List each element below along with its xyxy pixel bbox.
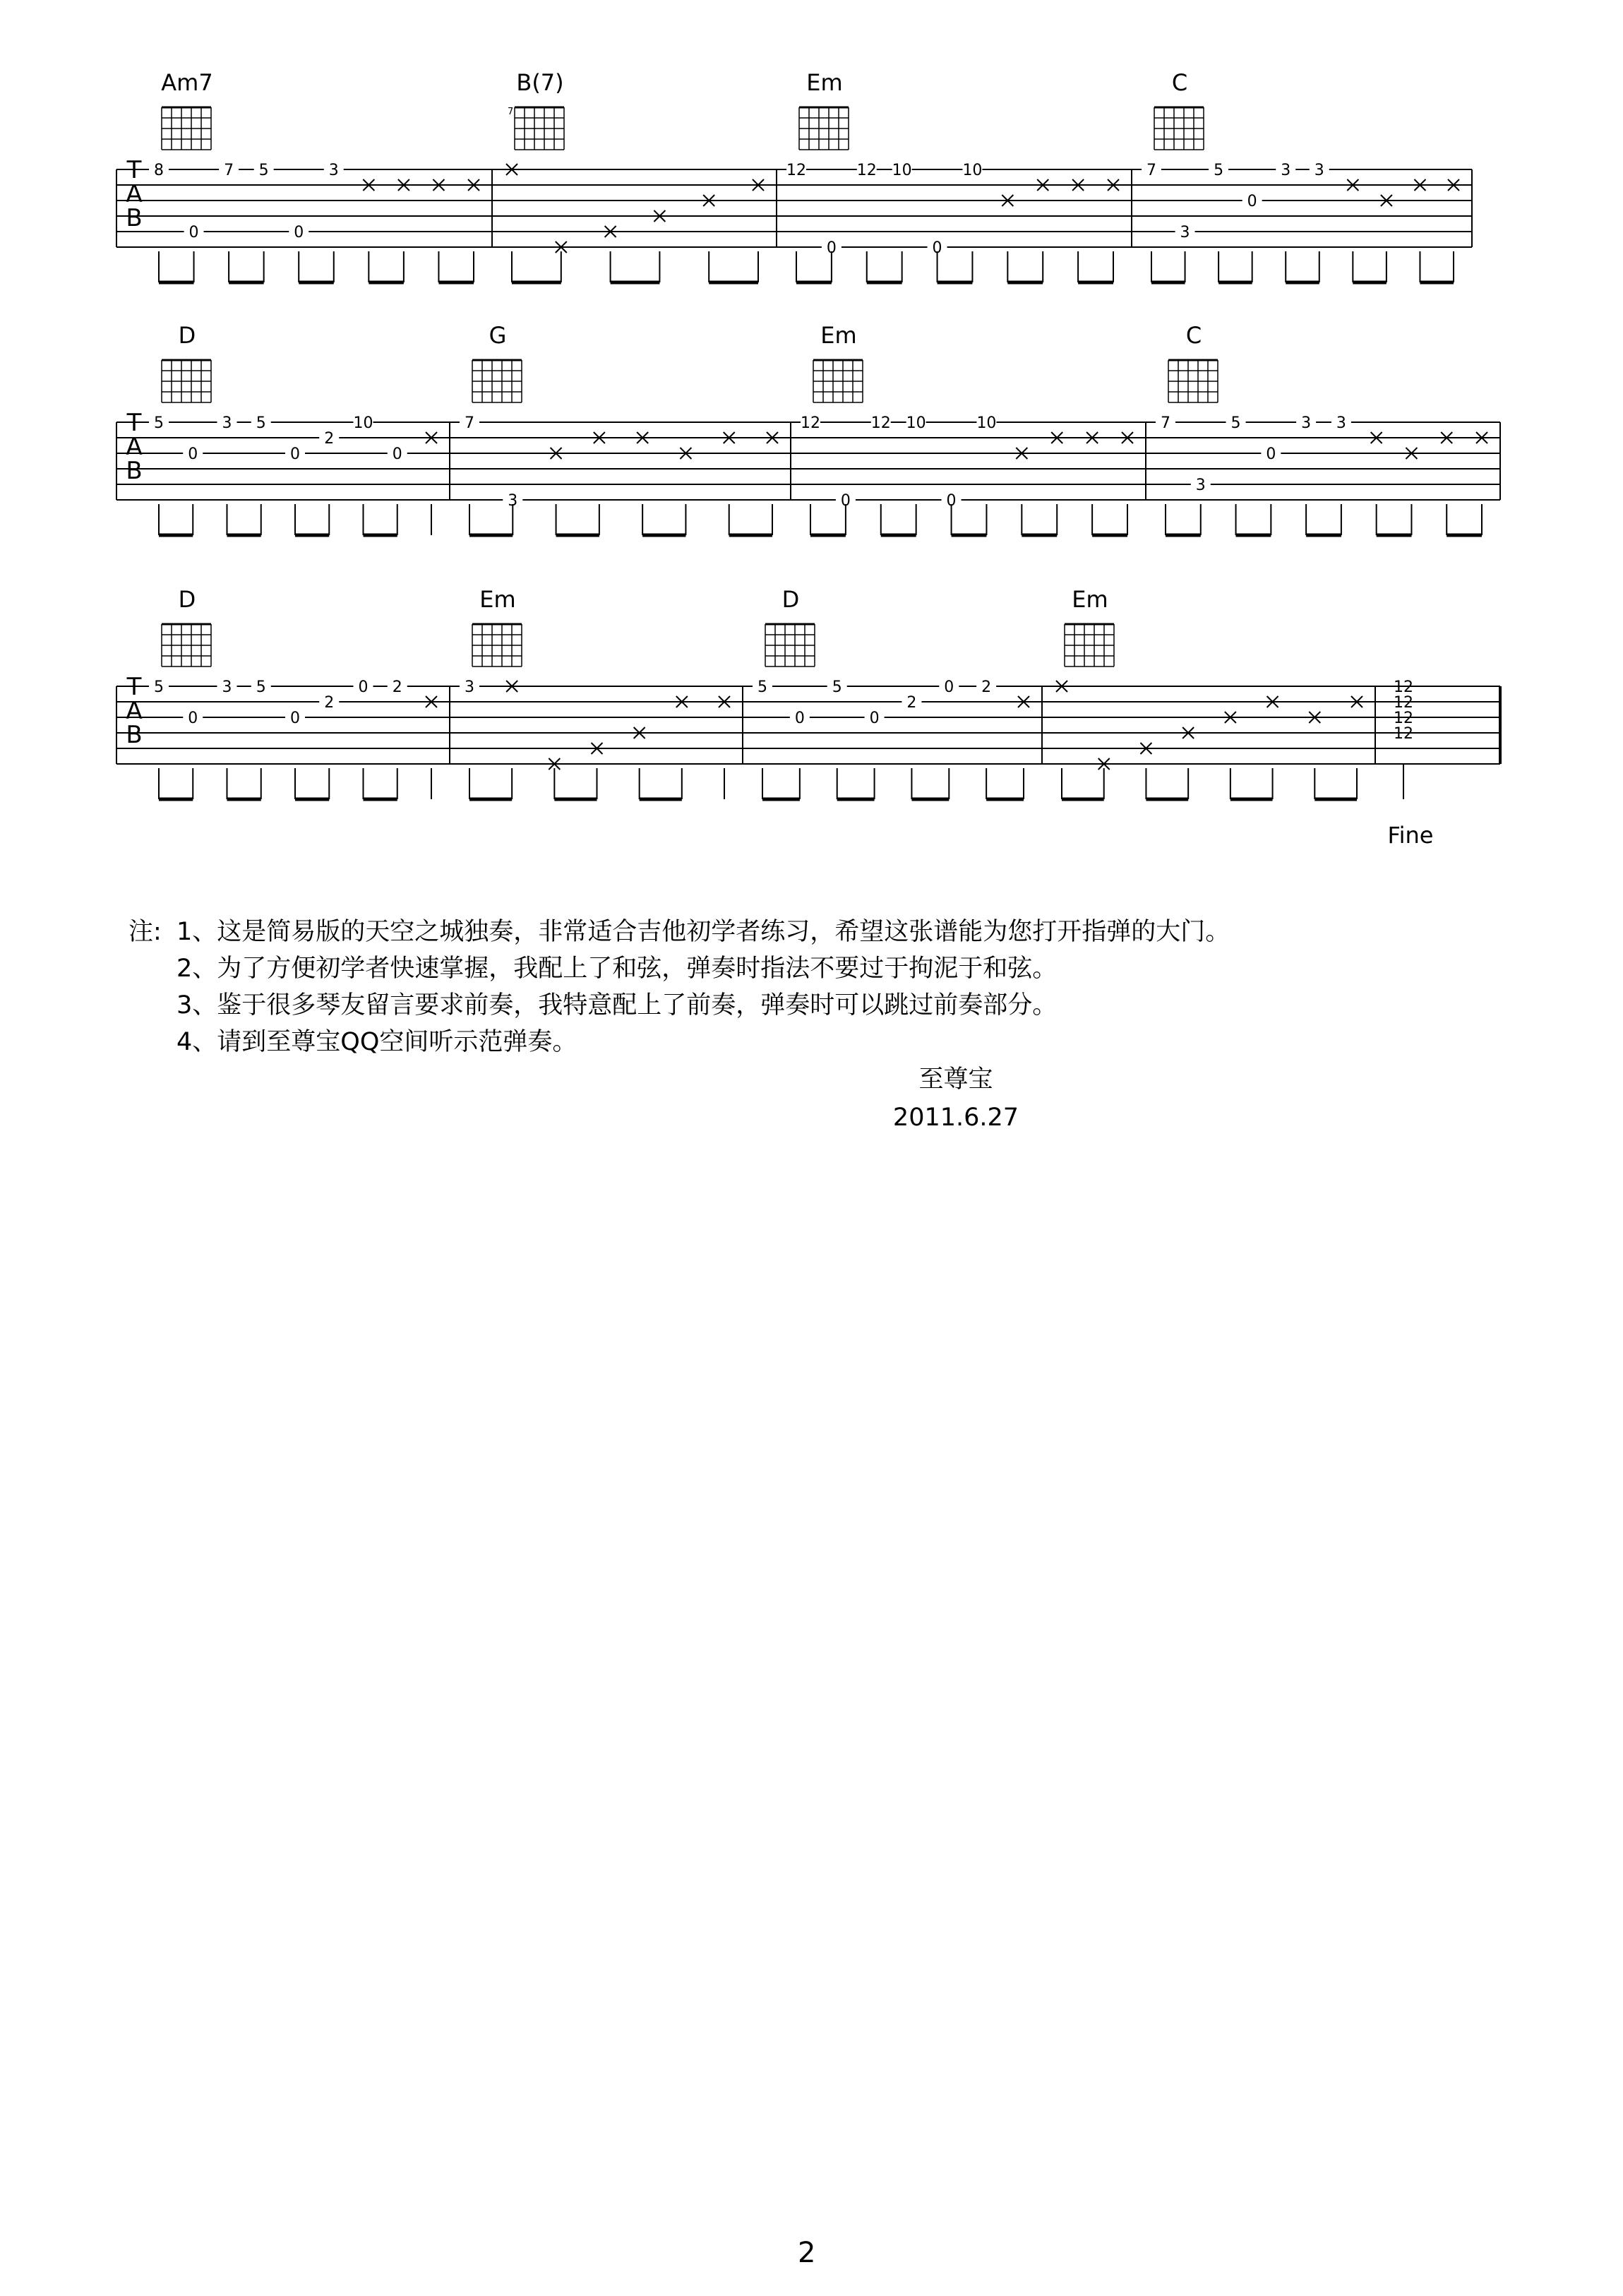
fret-number: 7 xyxy=(224,162,234,179)
note-item-4: 4、请到至尊宝QQ空间听示范弹奏。 xyxy=(176,1028,577,1056)
fret-number: 2 xyxy=(981,678,992,696)
fret-number: 0 xyxy=(944,678,954,696)
chord-diagram xyxy=(813,360,863,402)
tab-system xyxy=(116,322,1500,535)
fret-number: 10 xyxy=(892,162,912,179)
fret-number: 0 xyxy=(794,710,805,727)
fret-number: 0 xyxy=(294,224,304,241)
chord-diagram xyxy=(472,624,522,666)
tab-clef-letter: A xyxy=(126,697,143,725)
fret-number: 12 xyxy=(1394,725,1413,743)
fret-number: 3 xyxy=(508,492,518,510)
notes-label: 注: xyxy=(128,918,162,946)
fret-number: 12 xyxy=(1394,710,1413,727)
tab-system xyxy=(116,69,1472,282)
fret-number: 0 xyxy=(1247,193,1257,210)
tab-clef-letter: B xyxy=(126,204,143,232)
fret-number: 0 xyxy=(1266,446,1276,463)
fret-number: 5 xyxy=(256,414,266,432)
fret-number: 5 xyxy=(258,162,269,179)
fret-number: 0 xyxy=(840,492,851,510)
chord-diagram xyxy=(162,360,211,402)
fret-number: 0 xyxy=(290,710,300,727)
fret-number: 7 xyxy=(465,414,474,432)
chord-name: C xyxy=(1171,69,1188,96)
note-row-4 xyxy=(128,1024,1230,1060)
fine-label: Fine xyxy=(1387,822,1434,849)
fret-number: 0 xyxy=(358,678,369,696)
fret-number: 3 xyxy=(1281,162,1291,179)
chord-diagram xyxy=(162,107,211,150)
tab-clef-letter: A xyxy=(126,180,143,208)
fret-number: 12 xyxy=(856,162,877,179)
fret-number: 10 xyxy=(962,162,983,179)
fret-number: 7 xyxy=(1161,414,1170,432)
fret-number: 3 xyxy=(1301,414,1312,432)
chord-diagram xyxy=(1168,360,1218,402)
chord-diagram xyxy=(765,624,815,666)
author-name: 至尊宝 xyxy=(918,1065,993,1094)
chord-name: Em xyxy=(479,586,516,613)
fret-number: 0 xyxy=(188,710,198,727)
fret-number: 12 xyxy=(786,162,806,179)
chord-diagram xyxy=(472,360,522,402)
fret-number: 12 xyxy=(870,414,891,432)
fret-number: 2 xyxy=(906,694,917,712)
fret-number: 8 xyxy=(154,162,164,179)
chord-diagram xyxy=(1065,624,1114,666)
note-item-3: 3、鉴于很多琴友留言要求前奏，我特意配上了前奏，弹奏时可以跳过前奏部分。 xyxy=(176,991,1058,1020)
note-row-2 xyxy=(128,950,1230,987)
fret-number: 3 xyxy=(328,162,339,179)
fret-number: 0 xyxy=(932,239,942,257)
chord-diagram xyxy=(508,107,564,150)
fret-number: 2 xyxy=(324,430,335,448)
fret-number: 5 xyxy=(832,678,842,696)
tab-clef-letter: B xyxy=(126,457,143,485)
fret-number: 5 xyxy=(154,678,164,696)
fret-number: 0 xyxy=(188,224,199,241)
page-number: 2 xyxy=(798,2237,816,2269)
fret-number: 0 xyxy=(392,446,402,463)
fret-number: 0 xyxy=(826,239,837,257)
fret-number: 5 xyxy=(1214,162,1224,179)
fret-number: 5 xyxy=(256,678,266,696)
note-row-1 xyxy=(128,914,1230,950)
notes-section xyxy=(128,914,1230,1060)
fret-number: 3 xyxy=(465,678,474,696)
fret-number: 3 xyxy=(222,414,232,432)
chord-name: Am7 xyxy=(161,69,213,96)
fret-number: 3 xyxy=(222,678,232,696)
tab-clef-letter: T xyxy=(126,156,142,184)
fret-number: 7 xyxy=(1146,162,1156,179)
chord-name: Em xyxy=(1072,586,1108,613)
chord-name: B(7) xyxy=(516,69,564,96)
signature-block xyxy=(857,1060,1055,1137)
tab-clef-letter: B xyxy=(126,721,143,749)
tab-clef-letter: A xyxy=(126,433,143,461)
chord-name: G xyxy=(489,322,507,349)
chord-diagram xyxy=(162,624,211,666)
fret-number: 5 xyxy=(1230,414,1241,432)
fret-number: 0 xyxy=(869,710,880,727)
fret-number: 3 xyxy=(1195,477,1206,494)
tab-clef-letter: T xyxy=(126,673,142,701)
fret-number: 12 xyxy=(801,414,820,432)
fret-number: 0 xyxy=(946,492,957,510)
chord-name: Em xyxy=(820,322,857,349)
fret-number: 0 xyxy=(188,446,198,463)
fret-number: 10 xyxy=(906,414,926,432)
note-item-1: 1、这是简易版的天空之城独奏，非常适合吉他初学者练习，希望这张谱能为您打开指弹的大门。 xyxy=(176,918,1230,946)
tab-system xyxy=(116,586,1500,849)
tab-clef-letter: T xyxy=(126,409,142,437)
fret-number: 5 xyxy=(757,678,767,696)
fret-number: 3 xyxy=(1314,162,1324,179)
chord-name: Em xyxy=(806,69,843,96)
diagram-fret-number: 7 xyxy=(508,107,514,117)
fret-number: 2 xyxy=(324,694,335,712)
chord-diagram xyxy=(1154,107,1204,150)
fret-number: 10 xyxy=(976,414,997,432)
fret-number: 0 xyxy=(290,446,300,463)
chord-name: D xyxy=(781,586,800,613)
chord-name: D xyxy=(178,586,196,613)
fret-number: 3 xyxy=(1336,414,1346,432)
chord-name: C xyxy=(1185,322,1202,349)
chord-diagram xyxy=(799,107,849,150)
fret-number: 3 xyxy=(1180,224,1190,241)
fret-number: 10 xyxy=(353,414,373,432)
note-row-3 xyxy=(128,987,1230,1024)
fret-number: 5 xyxy=(154,414,164,432)
fret-number: 12 xyxy=(1394,694,1413,712)
date: 2011.6.27 xyxy=(892,1104,1019,1132)
chord-name: D xyxy=(178,322,196,349)
fret-number: 12 xyxy=(1394,678,1413,696)
fret-number: 2 xyxy=(392,678,402,696)
note-item-2: 2、为了方便初学者快速掌握，我配上了和弦，弹奏时指法不要过于拘泥于和弦。 xyxy=(176,955,1058,983)
